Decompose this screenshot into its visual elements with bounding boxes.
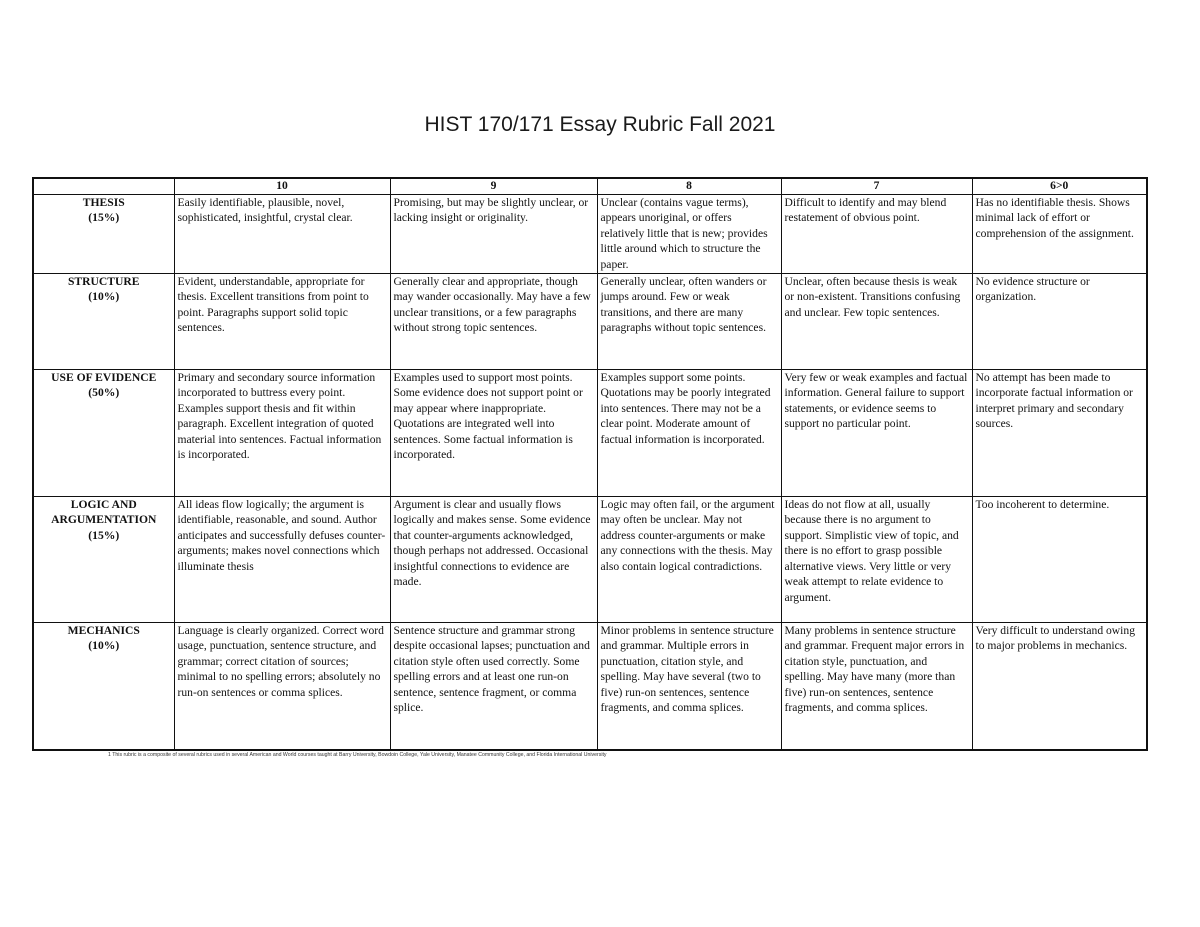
criterion-weight: (50%) — [88, 386, 120, 400]
table-row — [33, 194, 1147, 273]
table-row — [33, 369, 1147, 496]
rubric-cell: Examples support some points. Quotations may be poorly integrated into sentences. There may not be a clear point. Moderate amount of factual information is incorporated. — [597, 369, 781, 496]
footnote: 1 This rubric is a composite of several rubrics used in several American and World courses taught at Barry University, Bowdoin College, Yale University, Manatee Community College, and Florida International University — [108, 752, 607, 758]
rubric-cell: Examples used to support most points. Some evidence does not support point or may appear where inappropriate. Quotations are integrated well into sentences. Some factual information is incorporated. — [390, 369, 597, 496]
table-row — [33, 273, 1147, 369]
header-cell-score-8: 8 — [597, 178, 781, 194]
table-row — [33, 496, 1147, 622]
rubric-cell: All ideas flow logically; the argument is identifiable, reasonable, and sound. Author anticipates and successfully defuses counter-arguments; makes novel connections which illuminate thesis — [174, 496, 390, 622]
criterion-cell — [33, 622, 174, 750]
rubric-cell: Has no identifiable thesis. Shows minimal lack of effort or comprehension of the assignment. — [972, 194, 1147, 273]
rubric-cell: Unclear, often because thesis is weak or non-existent. Transitions confusing and unclear. Few topic sentences. — [781, 273, 972, 369]
header-cell-score-6-0: 6>0 — [972, 178, 1147, 194]
rubric-cell: Ideas do not flow at all, usually because there is no argument to support. Simplistic view of topic, and there is no effort to grasp possible alternative views. Very little or very weak attempt to relate evidence to argument. — [781, 496, 972, 622]
rubric-cell: Minor problems in sentence structure and grammar. Multiple errors in punctuation, citation style, and spelling. May have several (two to five) run-on sentences, sentence fragments, and comma splices. — [597, 622, 781, 750]
rubric-cell: Many problems in sentence structure and grammar. Frequent major errors in citation style, punctuation, and spelling. May have many (more than five) run-on sentences, sentence fragments, and comma splices. — [781, 622, 972, 750]
rubric-cell: Very difficult to understand owing to major problems in mechanics. — [972, 622, 1147, 750]
rubric-cell: Too incoherent to determine. — [972, 496, 1147, 622]
criterion-label: USE OF EVIDENCE — [51, 370, 157, 384]
rubric-cell: Difficult to identify and may blend restatement of obvious point. — [781, 194, 972, 273]
rubric-cell: Sentence structure and grammar strong despite occasional lapses; punctuation and citation style often used correctly. Some spelling errors and at least one run-on sentence, sentence fragment, or comma splice. — [390, 622, 597, 750]
table-row — [33, 622, 1147, 750]
rubric-cell: Logic may often fail, or the argument may often be unclear. May not address counter-arguments or make any connections with the thesis. May also contain logical contradictions. — [597, 496, 781, 622]
rubric-cell: Promising, but may be slightly unclear, or lacking insight or originality. — [390, 194, 597, 273]
rubric-cell: Primary and secondary source information incorporated to buttress every point. Examples support thesis and fit within paragraph. Excellent integration of quoted material into sentences. Factual information is incorporated. — [174, 369, 390, 496]
rubric-cell: Generally clear and appropriate, though may wander occasionally. May have a few unclear transitions, or a few paragraphs without strong topic sentences. — [390, 273, 597, 369]
rubric-table — [32, 177, 1148, 751]
criterion-weight: (15%) — [88, 211, 120, 225]
criterion-cell — [33, 194, 174, 273]
criterion-weight: (10%) — [88, 290, 120, 304]
rubric-cell: Evident, understandable, appropriate for thesis. Excellent transitions from point to point. Paragraphs support solid topic sentences. — [174, 273, 390, 369]
rubric-cell: No attempt has been made to incorporate factual information or interpret primary and secondary sources. — [972, 369, 1147, 496]
rubric-cell: Language is clearly organized. Correct word usage, punctuation, sentence structure, and grammar; correct citation of sources; minimal to no spelling errors; absolutely no run-on sentences or comma splices. — [174, 622, 390, 750]
header-cell-score-10: 10 — [174, 178, 390, 194]
rubric-cell: Argument is clear and usually flows logically and makes sense. Some evidence that counter-arguments acknowledged, though perhaps not addressed. Occasional insightful connections to evidence are made. — [390, 496, 597, 622]
rubric-cell: Very few or weak examples and factual information. General failure to support statements, or evidence seems to support no particular point. — [781, 369, 972, 496]
criterion-label: STRUCTURE — [67, 274, 140, 288]
rubric-cell: No evidence structure or organization. — [972, 273, 1147, 369]
header-row — [33, 178, 1147, 194]
document-title: HIST 170/171 Essay Rubric Fall 2021 — [424, 113, 776, 136]
criterion-weight: (15%) — [88, 528, 120, 542]
criterion-label: LOGIC AND ARGUMENTATION — [51, 497, 157, 527]
rubric-cell: Generally unclear, often wanders or jumps around. Few or weak transitions, and there are many paragraphs without topic sentences. — [597, 273, 781, 369]
header-cell-score-7: 7 — [781, 178, 972, 194]
header-cell-criterion — [33, 178, 174, 194]
criterion-label: MECHANICS — [67, 623, 140, 637]
rubric-cell: Unclear (contains vague terms), appears unoriginal, or offers relatively little that is new; provides little around which to structure the paper. — [597, 194, 781, 273]
criterion-label: THESIS — [82, 195, 125, 209]
header-cell-score-9: 9 — [390, 178, 597, 194]
criterion-cell — [33, 369, 174, 496]
criterion-cell — [33, 273, 174, 369]
criterion-weight: (10%) — [88, 639, 120, 653]
criterion-cell — [33, 496, 174, 622]
rubric-cell: Easily identifiable, plausible, novel, sophisticated, insightful, crystal clear. — [174, 194, 390, 273]
